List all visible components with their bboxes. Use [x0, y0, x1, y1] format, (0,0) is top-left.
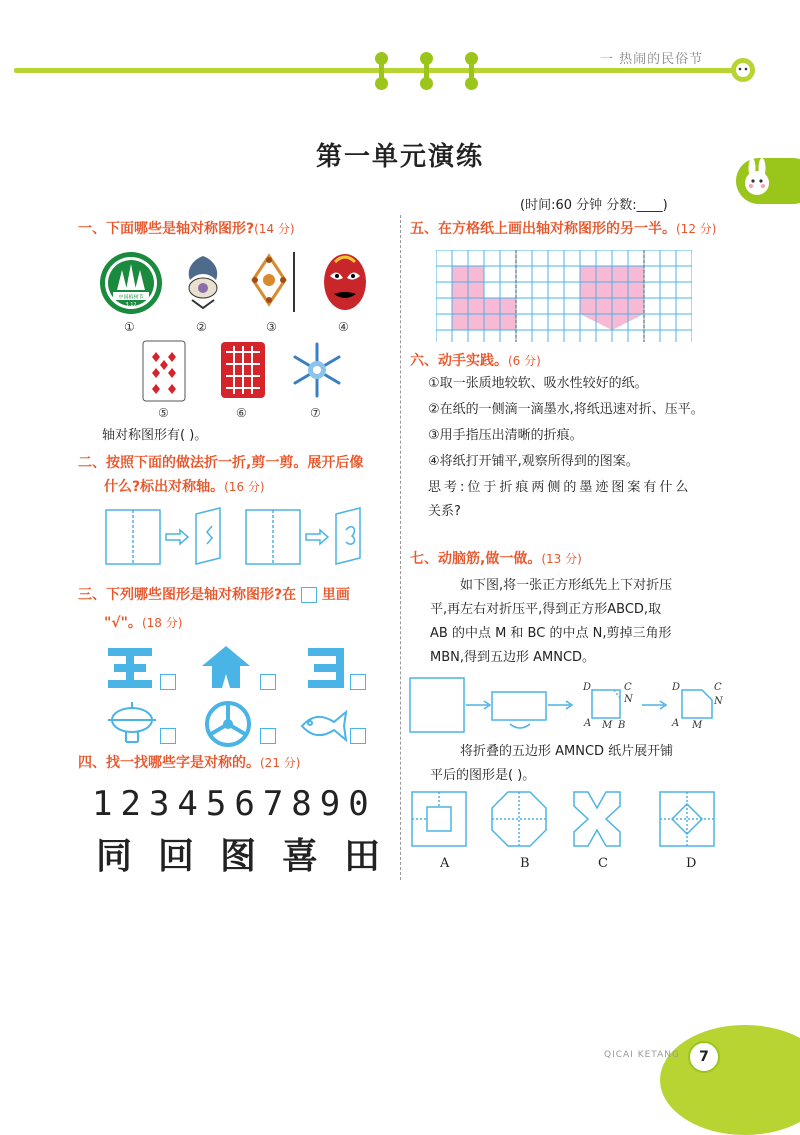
- page-title: 第一单元演练: [315, 142, 484, 172]
- problem-text: 平,再左右对折压平,得到正方形ABCD,取: [430, 602, 662, 617]
- point-label-m: M: [692, 720, 703, 731]
- shaded-cell: [612, 282, 628, 298]
- option-label-a[interactable]: A: [440, 856, 450, 871]
- section-4-heading: 四、找一找哪些字是对称的。(21 分): [78, 755, 301, 771]
- option-label-c[interactable]: C: [598, 856, 608, 871]
- section-7-heading: 七、动脑筋,做一做。(13 分): [410, 551, 582, 567]
- point-label-n: N: [624, 694, 633, 705]
- folding-process-diagram: [406, 674, 730, 738]
- snowflake-icon: [288, 340, 346, 400]
- answer-options: [408, 790, 732, 850]
- shaded-cell: [468, 314, 484, 330]
- shaded-cell: [612, 298, 628, 314]
- column-divider: [400, 215, 401, 880]
- figure-label: ⑥: [236, 406, 247, 420]
- playing-card-icon: [142, 340, 186, 402]
- shaded-cell: [580, 266, 596, 282]
- check-box[interactable]: [260, 674, 276, 690]
- fold-cut-diagram: [100, 506, 380, 568]
- think-question-line2: 关系?: [428, 504, 461, 519]
- shaded-cell: [468, 298, 484, 314]
- wang-shape-icon: [106, 644, 154, 690]
- problem-text: AB 的中点 M 和 BC 的中点 N,剪掉三角形: [430, 626, 672, 641]
- brand-text: QICAI KETANG: [604, 1050, 680, 1060]
- figure-label: ⑦: [310, 406, 321, 420]
- grid-paper: [436, 250, 692, 342]
- shaded-cell: [452, 282, 468, 298]
- shaded-cell: [612, 266, 628, 282]
- point-label-a: A: [672, 718, 680, 729]
- header-line: [14, 68, 739, 73]
- point-label-d: D: [583, 682, 592, 693]
- footer-tab: [660, 1025, 800, 1135]
- mascot-icon: [728, 54, 758, 84]
- unit-title: 一 热闹的民俗节: [600, 52, 704, 67]
- fish-shape-icon: [298, 704, 350, 746]
- double-happiness-icon: [218, 338, 268, 402]
- shaded-cell: [580, 282, 596, 298]
- check-box[interactable]: [260, 728, 276, 744]
- option-label-d[interactable]: D: [686, 856, 697, 871]
- three-shape-icon: [304, 644, 348, 690]
- figure-label: ②: [196, 320, 207, 334]
- floral-ornament-icon: [180, 250, 226, 312]
- binder-ring: [469, 56, 474, 86]
- step-item: ①取一张质地较软、吸水性较好的纸。: [428, 376, 648, 391]
- point-label-d: D: [672, 682, 681, 693]
- opera-mask-icon: [322, 250, 368, 312]
- check-box[interactable]: [350, 728, 366, 744]
- shaded-cell: [452, 298, 468, 314]
- shaded-cell: [628, 298, 644, 314]
- shaded-cell: [468, 282, 484, 298]
- wheel-shape-icon: [204, 700, 252, 748]
- problem-text: 如下图,将一张正方形纸先上下对折压: [460, 578, 673, 593]
- shaded-cell: [580, 298, 596, 314]
- point-label-c: C: [714, 682, 722, 693]
- section-2-heading-line2: 什么?标出对称轴。(16 分): [104, 479, 265, 495]
- binder-ring: [379, 56, 384, 86]
- check-box-sample: [301, 587, 317, 603]
- think-question: 思考:位于折痕两侧的墨迹图案有什么: [428, 480, 692, 495]
- badge-date: 3.12: [125, 302, 137, 308]
- point-label-b: B: [618, 720, 626, 731]
- section-1-answer[interactable]: 轴对称图形有( )。: [102, 428, 208, 443]
- shaded-cell: [484, 314, 500, 330]
- shaded-cell: [596, 266, 612, 282]
- figure-label: ④: [338, 320, 349, 334]
- question-text[interactable]: 平后的图形是( )。: [430, 768, 536, 783]
- lantern-shape-icon: [104, 700, 160, 746]
- tree-badge-icon: [98, 250, 164, 316]
- section-3-heading-line2: "√"。(18 分): [104, 615, 183, 631]
- section-2-heading: 二、按照下面的做法折一折,剪一剪。展开后像: [78, 455, 364, 471]
- problem-text: MBN,得到五边形 AMNCD。: [430, 650, 596, 665]
- point-label-n: N: [714, 696, 723, 707]
- step-item: ④将纸打开铺平,观察所得到的图案。: [428, 454, 639, 469]
- check-box[interactable]: [160, 674, 176, 690]
- check-box[interactable]: [160, 728, 176, 744]
- figure-label: ①: [124, 320, 135, 334]
- house-shape-icon: [200, 644, 252, 690]
- binder-ring: [424, 56, 429, 86]
- step-item: ③用手指压出清晰的折痕。: [428, 428, 583, 443]
- time-score-line: (时间:60 分钟 分数:____): [520, 198, 668, 213]
- badge-text: 中国植树节: [118, 294, 144, 301]
- diamond-pattern-icon: [247, 250, 297, 314]
- point-label-c: C: [624, 682, 632, 693]
- shaded-cell: [628, 282, 644, 298]
- figure-label: ⑤: [158, 406, 169, 420]
- page-number: 7: [688, 1041, 720, 1073]
- section-1-heading: 一、下面哪些是轴对称图形?(14 分): [78, 221, 295, 237]
- option-label-b[interactable]: B: [520, 856, 530, 871]
- section-5-heading: 五、在方格纸上画出轴对称图形的另一半。(12 分): [410, 221, 717, 237]
- check-box[interactable]: [350, 674, 366, 690]
- section-6-heading: 六、动手实践。(6 分): [410, 353, 541, 369]
- shaded-cell: [500, 298, 516, 314]
- shaded-cell: [628, 266, 644, 282]
- point-label-m: M: [602, 720, 613, 731]
- shaded-cell: [468, 266, 484, 282]
- question-text: 将折叠的五边形 AMNCD 纸片展开铺: [460, 744, 674, 759]
- point-label-a: A: [584, 718, 592, 729]
- shaded-cell: [484, 298, 500, 314]
- digit-row: 1234567890: [92, 784, 377, 824]
- step-item: ②在纸的一侧滴一滴墨水,将纸迅速对折、压平。: [428, 402, 704, 417]
- character-row: 同回图喜田: [96, 836, 407, 877]
- shaded-cell: [596, 298, 612, 314]
- shaded-cell: [452, 266, 468, 282]
- shaded-cell: [452, 314, 468, 330]
- figure-label: ③: [266, 320, 277, 334]
- shaded-cell: [500, 314, 516, 330]
- section-3-heading: 三、下列哪些图形是轴对称图形?在 里画: [78, 587, 350, 603]
- shaded-cell: [596, 282, 612, 298]
